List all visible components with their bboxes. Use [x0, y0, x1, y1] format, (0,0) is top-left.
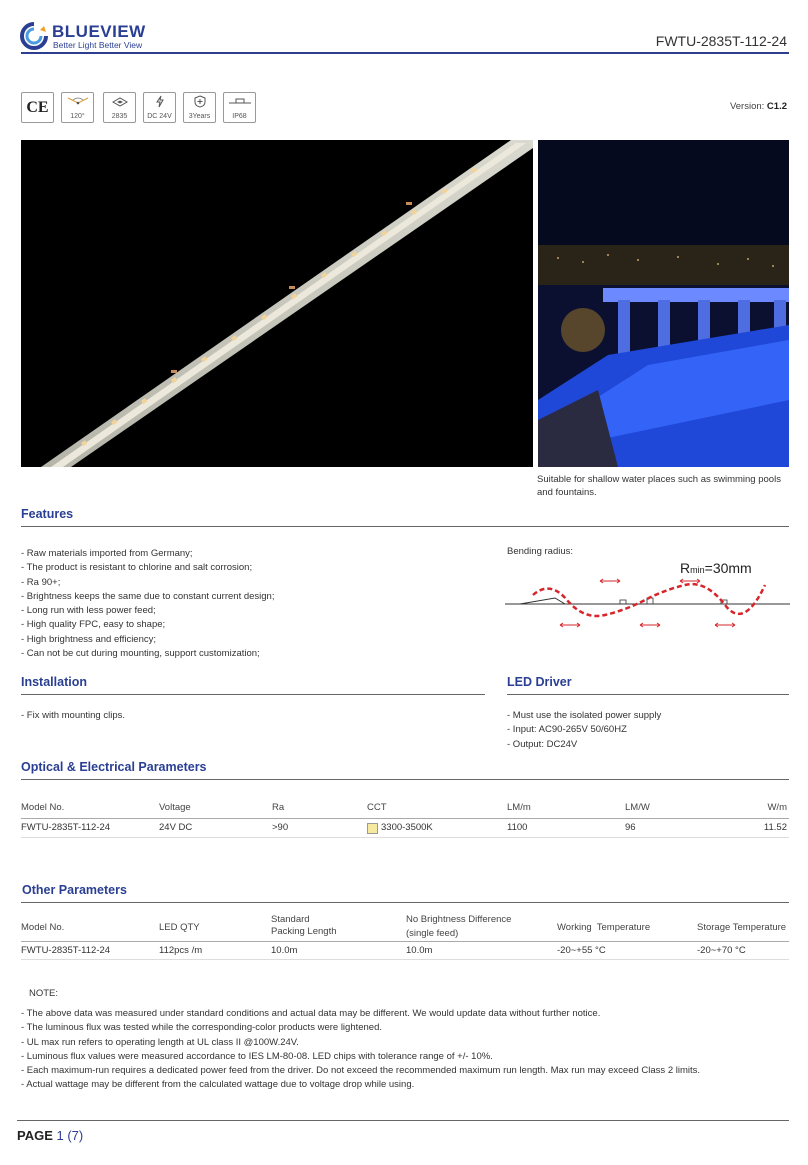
optical-title: Optical & Electrical Parameters [21, 760, 207, 774]
version [730, 101, 787, 112]
list-item: - Actual wattage may be different from the calculated wattage due to voltage drop while using. [21, 1079, 415, 1091]
led-strip-image [21, 140, 533, 467]
optical-cell-lmm: 1100 [507, 822, 528, 833]
other-header-brightness: No Brightness Difference [406, 914, 512, 925]
optical-header-wm: W/m [767, 802, 787, 813]
list-item: - Each maximum-run requires a dedicated power feed from the driver. Do not exceed the recommended maximum run length. Max run may exceed Class 2 limits. [21, 1065, 701, 1077]
list-item: - Must use the isolated power supply [507, 710, 662, 721]
application-photo [538, 140, 789, 467]
beam-angle-icon [61, 92, 94, 123]
list-item: - Brightness keeps the same due to constant current design; [21, 590, 275, 602]
list-item: - Raw materials imported from Germany; [21, 548, 193, 559]
other-params-divider [21, 902, 789, 903]
other-cell-brightness: 10.0m [406, 945, 433, 956]
led-driver-title: LED Driver [507, 675, 572, 689]
bending-min-sub: min [690, 565, 705, 575]
pool-scene-image [538, 140, 789, 467]
brand-logo [20, 22, 160, 50]
list-item: - Luminous flux values were measured accordance to IES LM-80-08. LED chips with tolerance range of +/- 10%. [21, 1050, 493, 1062]
warranty-icon [183, 92, 216, 123]
optical-header-ra: Ra [272, 802, 285, 813]
features-list [21, 547, 481, 661]
optical-cell-voltage: 24V DC [159, 822, 193, 833]
list-item: - The above data was measured under standard conditions and actual data may be different. We would update data without further notice. [21, 1008, 601, 1019]
list-item: - The luminous flux was tested while the corresponding-color products were lightened. [21, 1022, 383, 1034]
list-item: - The product is resistant to chlorine and salt corrosion; [21, 562, 253, 574]
installation-divider [21, 694, 485, 695]
optical-header-lmw: LM/W [625, 802, 650, 813]
page-label: PAGE [17, 1128, 53, 1143]
brand-name: BLUEVIEW [52, 22, 146, 41]
other-row-divider [21, 941, 789, 942]
optical-divider [21, 779, 789, 780]
other-cell-working-temp: -20~+55 °C [557, 945, 606, 956]
bending-radius-label: Bending radius: [507, 546, 574, 557]
installation-item: - Fix with mounting clips. [21, 710, 126, 721]
optical-cell-wm: 11.52 [763, 822, 787, 833]
header-divider [21, 52, 789, 54]
optical-row-bottom [21, 837, 789, 838]
ip-rating-icon [223, 92, 256, 123]
bending-radius-diagram [505, 575, 790, 635]
version-label: Version: [729, 101, 765, 112]
optical-header-lmm: LM/m [507, 802, 531, 813]
bending-r: R [680, 560, 691, 576]
list-item: - Long run with less power feed; [21, 605, 156, 617]
logo-mark-icon [20, 22, 48, 50]
other-header-single-feed: (single feed) [406, 928, 459, 939]
led-chip-label: 2835 [111, 113, 128, 120]
led-chip-icon [103, 92, 136, 123]
list-item: - Can not be cut during mounting, support customization; [21, 648, 260, 660]
other-header-qty: LED QTY [159, 922, 200, 933]
page-value: 1 (7) [56, 1128, 84, 1143]
ip-rating-label: IP68 [232, 113, 247, 120]
product-photo [21, 140, 533, 467]
beam-angle-label: 120° [70, 113, 85, 120]
optical-row-divider [21, 818, 789, 819]
list-item: - Output: DC24V [507, 738, 578, 750]
optical-cell-lmw: 96 [625, 822, 636, 833]
optical-cell-model: FWTU-2835T-112-24 [21, 822, 111, 833]
other-header-model: Model No. [21, 922, 65, 933]
other-cell-qty: 112pcs /m [159, 945, 203, 956]
list-item: - High quality FPC, easy to shape; [21, 619, 166, 631]
other-row-bottom [21, 959, 789, 960]
photo-caption: Suitable for shallow water places such as swimming pools and fountains. [537, 474, 781, 498]
other-header-working-temp: Working Temperature [557, 922, 651, 933]
optical-header-cct: CCT [367, 802, 387, 813]
other-header-standard: Standard [271, 914, 310, 925]
other-cell-packing: 10.0m [271, 945, 298, 956]
list-item: - UL max run refers to operating length at UL class II @100W.24V. [21, 1036, 299, 1048]
other-header-packing: Packing Length [271, 926, 337, 937]
led-driver-divider [507, 694, 789, 695]
other-cell-model: FWTU-2835T-112-24 [21, 945, 111, 956]
optical-header-model: Model No. [21, 802, 65, 813]
other-header-storage-temp: Storage Temperature [697, 922, 787, 933]
optical-cell-cct: 3300-3500K [381, 822, 433, 833]
features-title: Features [21, 507, 74, 521]
footer-divider [17, 1120, 789, 1121]
list-item: - High brightness and efficiency; [21, 633, 157, 645]
voltage-label: DC 24V [147, 113, 172, 120]
bending-value-text: =30mm [704, 560, 752, 576]
brand-tagline: Better Light Better View [53, 40, 143, 50]
bending-radius-value [680, 560, 752, 576]
list-item: - Input: AC90-265V 50/60HZ [507, 724, 627, 736]
document-model-title: FWTU-2835T-112-24 [655, 33, 787, 49]
other-cell-storage-temp: -20~+70 °C [697, 945, 746, 956]
warranty-label: 3Years [188, 113, 211, 120]
other-params-title: Other Parameters [22, 883, 127, 897]
page-number [17, 1128, 83, 1143]
list-item: - Ra 90+; [21, 576, 61, 588]
cct-color-swatch [367, 823, 378, 834]
features-divider [21, 526, 789, 527]
led-driver-list [507, 709, 661, 752]
installation-title: Installation [21, 675, 87, 689]
optical-header-voltage: Voltage [159, 802, 191, 813]
note-list [21, 1007, 791, 1093]
voltage-icon [143, 92, 176, 123]
optical-cell-ra: >90 [272, 822, 289, 833]
ce-icon: CE [21, 92, 54, 123]
note-title: NOTE: [29, 988, 59, 999]
version-value: C1.2 [766, 101, 787, 112]
